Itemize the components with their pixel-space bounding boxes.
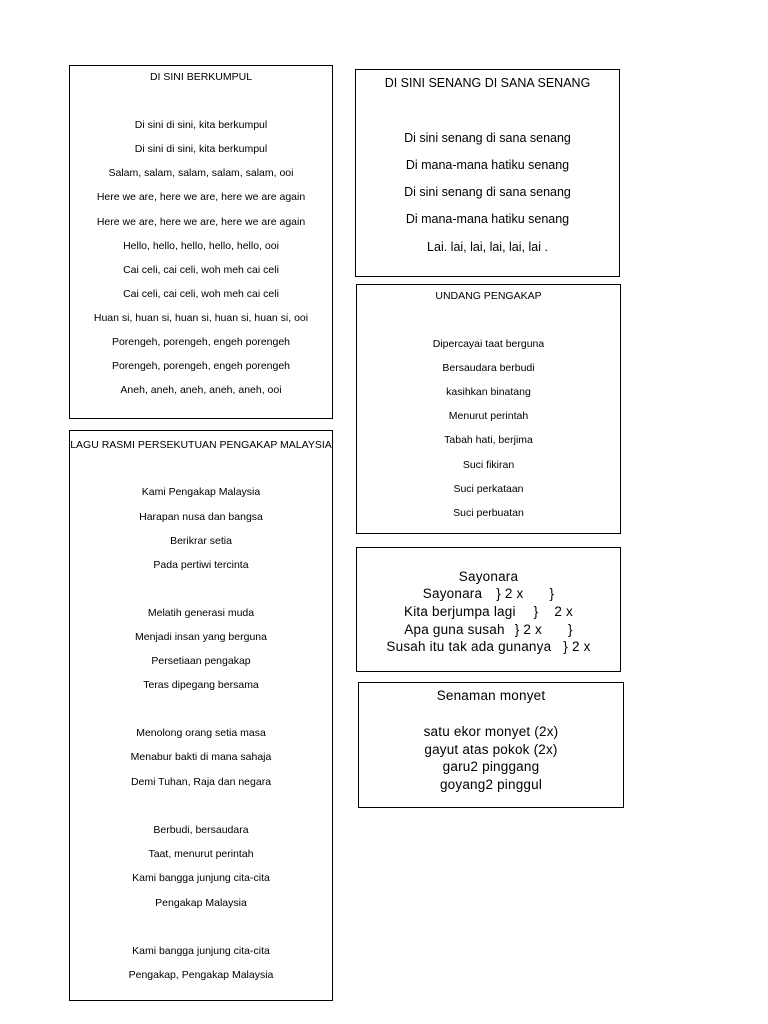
lyric-line: Suci perbuatan (453, 507, 524, 519)
lyric-line: goyang2 pinggul (439, 777, 543, 792)
song-title: Senaman monyet (436, 688, 546, 703)
lyric-line (357, 623, 620, 637)
lyric-line: Di sini di sini, kita berkumpul (134, 119, 268, 131)
lyric-line: Huan si, huan si, huan si, huan si, huan si, ooi (93, 312, 309, 324)
lyric-line: Porengeh, porengeh, engeh porengeh (111, 336, 291, 348)
repeat-brace: } (514, 622, 520, 637)
repeat-brace: } (533, 604, 539, 619)
song-title: Sayonara (458, 569, 519, 584)
song-title: DI SINI BERKUMPUL (149, 71, 253, 83)
lyric-line: Menjadi insan yang berguna (135, 631, 267, 643)
song-box-lagu-rasmi (69, 430, 333, 1001)
repeat-brace: } (563, 639, 569, 654)
lyric-line: Pada pertiwi tercinta (153, 559, 249, 571)
lyric-line: Kami bangga junjung cita-cita (132, 872, 270, 884)
lyric-line: Here we are, here we are, here we are again (96, 191, 306, 203)
repeat-count: 2 x (571, 639, 591, 654)
lyric-line: Porengeh, porengeh, engeh porengeh (111, 360, 291, 372)
lyric-line: Cai celi, cai celi, woh meh cai celi (123, 264, 279, 276)
lyric-line: Di sini senang di sana senang (404, 131, 571, 145)
song-box-di-sini-berkumpul (69, 65, 333, 419)
lyric-line: gayut atas pokok (2x) (424, 742, 558, 757)
lyric-line (357, 640, 620, 654)
lyric-line: Persetiaan pengakap (151, 655, 251, 667)
lyric-line: Pengakap Malaysia (155, 897, 247, 909)
lyric-line: Cai celi, cai celi, woh meh cai celi (123, 288, 279, 300)
song-box-sayonara (356, 547, 621, 672)
lyric-line: Dipercayai taat berguna (432, 338, 545, 350)
repeat-count: 2 x (504, 586, 524, 601)
lyric-line: Di mana-mana hatiku senang (405, 158, 570, 172)
lyric-text: Apa guna susah (404, 622, 505, 637)
lyric-line: Menolong orang setia masa (136, 727, 266, 739)
lyric-line: Harapan nusa dan bangsa (139, 511, 263, 523)
repeat-brace: } (567, 622, 573, 637)
lyric-line: garu2 pinggang (442, 759, 540, 774)
song-box-di-sini-senang (355, 69, 620, 277)
lyric-line: Pengakap, Pengakap Malaysia (128, 969, 274, 981)
lyric-line: Suci fikiran (462, 459, 515, 471)
lyric-line: Lai. lai, lai, lai, lai, lai . (427, 240, 548, 254)
repeat-count: 2 x (523, 622, 542, 637)
lyric-line: Teras dipegang bersama (143, 679, 259, 691)
lyric-line: Hello, hello, hello, hello, hello, ooi (123, 240, 279, 252)
lyric-text: Susah itu tak ada gunanya (386, 639, 552, 654)
lyric-line: Berikrar setia (170, 535, 232, 547)
lyric-line: Suci perkataan (453, 483, 524, 495)
lyric-line: Menurut perintah (448, 410, 529, 422)
lyric-line: Melatih generasi muda (147, 607, 255, 619)
lyric-line: Menabur bakti di mana sahaja (130, 751, 272, 763)
song-title: UNDANG PENGAKAP (435, 290, 542, 302)
song-title: DI SINI SENANG DI SANA SENANG (384, 76, 591, 90)
lyric-line: Kami bangga junjung cita-cita (132, 945, 270, 957)
song-box-undang-pengakap (356, 284, 621, 534)
repeat-count: 2 x (554, 604, 573, 619)
lyric-line: Di sini di sini, kita berkumpul (134, 143, 268, 155)
lyric-line (357, 587, 620, 601)
song-box-senaman-monyet (358, 682, 624, 808)
lyric-line: Tabah hati, berjima (444, 434, 533, 446)
lyric-line: Aneh, aneh, aneh, aneh, aneh, ooi (120, 384, 282, 396)
lyric-line: Di mana-mana hatiku senang (405, 212, 570, 226)
lyric-line (357, 605, 620, 619)
lyric-line: Kami Pengakap Malaysia (141, 486, 261, 498)
lyric-line: Taat, menurut perintah (148, 848, 254, 860)
lyric-line: Bersaudara berbudi (442, 362, 535, 374)
repeat-brace: } (549, 586, 555, 601)
repeat-brace: } (496, 586, 501, 601)
lyric-line: satu ekor monyet (2x) (423, 724, 559, 739)
lyric-text: Sayonara (422, 586, 483, 601)
lyric-line: Berbudi, bersaudara (153, 824, 249, 836)
lyric-line: Demi Tuhan, Raja dan negara (130, 776, 272, 788)
lyric-line: Here we are, here we are, here we are again (96, 216, 306, 228)
lyric-line: Salam, salam, salam, salam, salam, ooi (108, 167, 294, 179)
lyric-line: kasihkan binatang (446, 386, 531, 398)
lyric-line: Di sini senang di sana senang (404, 185, 571, 199)
lyric-text: Kita berjumpa lagi (404, 604, 516, 619)
song-title: LAGU RASMI PERSEKUTUAN PENGAKAP MALAYSIA (70, 439, 332, 451)
